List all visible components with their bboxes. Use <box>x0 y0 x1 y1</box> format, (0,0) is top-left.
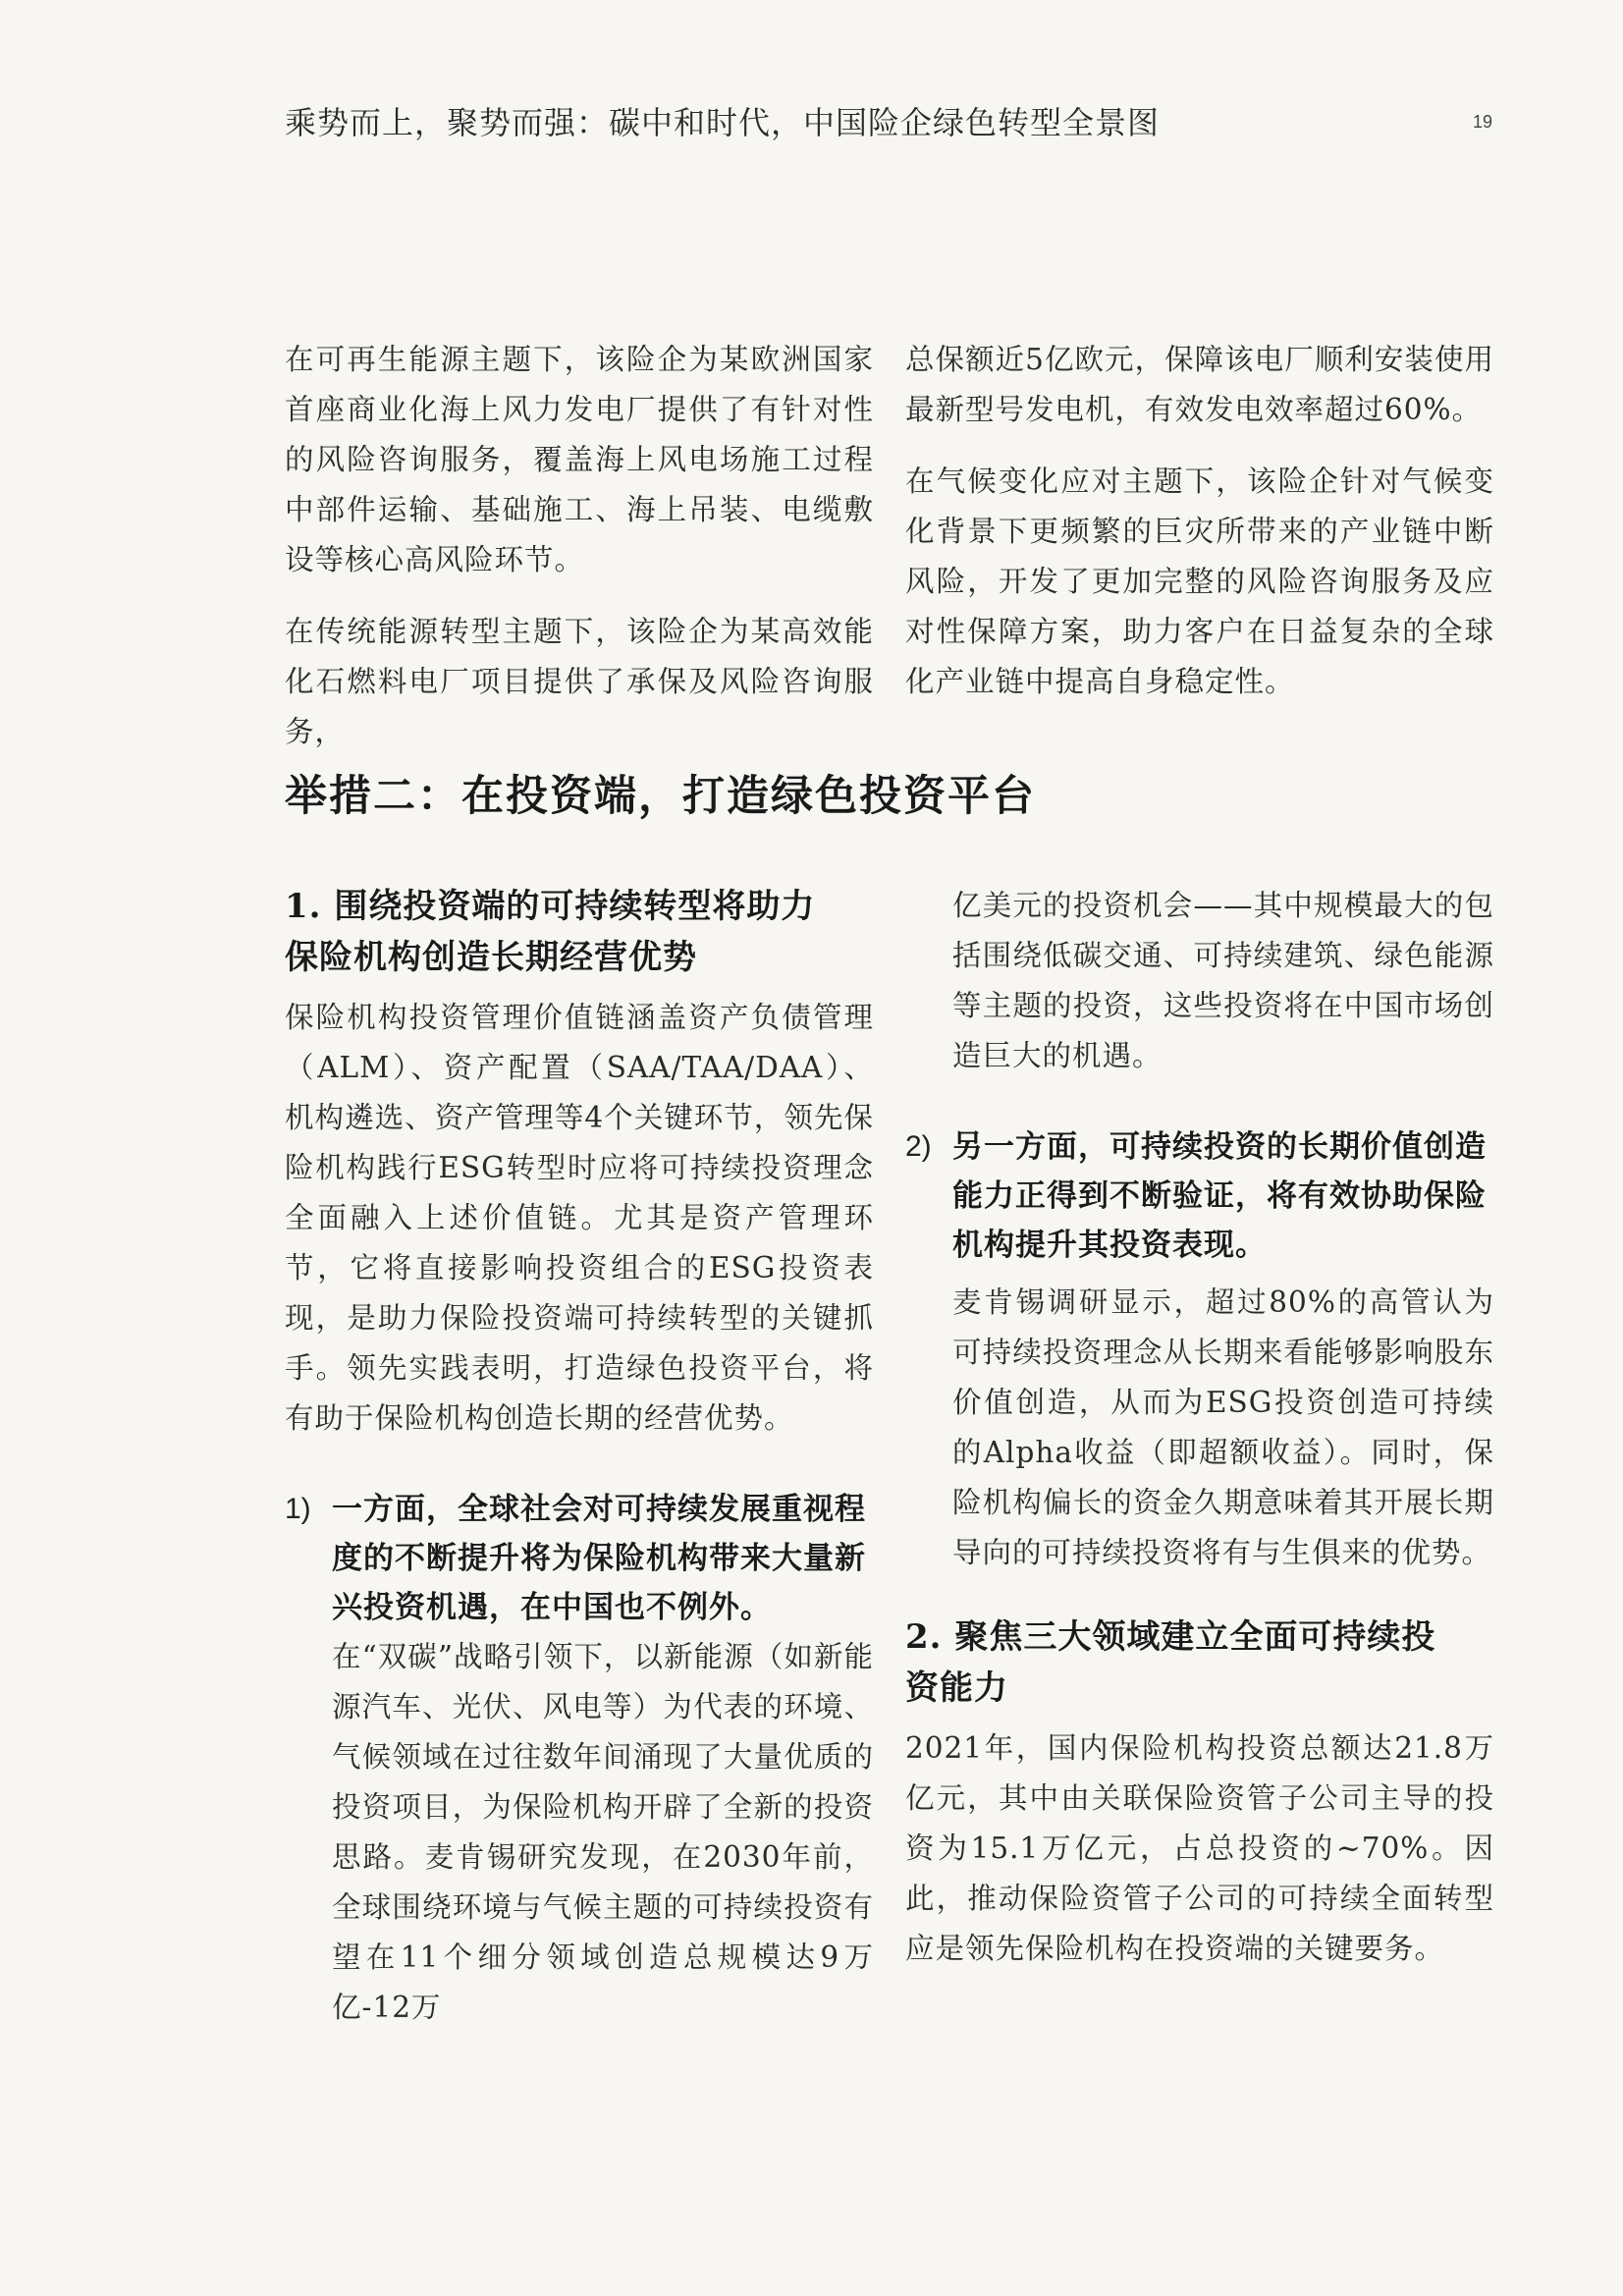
list-item-1-heading: 一方面，全球社会对可持续发展重视程度的不断提升将为保险机构带来大量新兴投资机遇，在中国也不例外。 <box>332 1492 866 1625</box>
list-item-1-number: 1) <box>285 1493 311 1525</box>
list-item-2-heading: 另一方面，可持续投资的长期价值创造能力正得到不断验证，将有效协助保险机构提升其投资表现。 <box>952 1129 1487 1263</box>
subsection-1-title <box>285 881 874 983</box>
subsection-2-title-line2: 资能力 <box>905 1668 1008 1708</box>
subsection-2-title-line1: 2. 聚焦三大领域建立全面可持续投 <box>905 1617 1436 1657</box>
list-item-1-body: 在“双碳”战略引领下，以新能源（如新能源汽车、光伏、风电等）为代表的环境、气候领域在过往数年间涌现了大量优质的投资项目，为保险机构开辟了全新的投资思路。麦肯锡研究发现，在2030年前，全球围绕环境与气候主题的可持续投资有望在11个细分领域创造总规模达9万亿-12万 <box>332 1640 874 2024</box>
list-item-2-number: 2) <box>905 1130 932 1163</box>
paragraph-coverage: 总保额近5亿欧元，保障该电厂顺利安装使用最新型号发电机，有效发电效率超过60%。 <box>905 343 1494 426</box>
top-right-column <box>905 335 1494 707</box>
page-header <box>285 98 1492 157</box>
paragraph-renewable-energy: 在可再生能源主题下，该险企为某欧洲国家首座商业化海上风力发电厂提供了有针对性的风险咨询服务，覆盖海上风电场施工过程中部件运输、基础施工、海上吊装、电缆敷设等核心高风险环节。 <box>285 343 874 576</box>
subsection-2-body: 2021年，国内保险机构投资总额达21.8万亿元，其中由关联保险资管子公司主导的投资为15.1万亿元，占总投资的~70%。因此，推动保险资管子公司的可持续全面转型应是领先保险机构在投资端的关键要务。 <box>905 1731 1494 1965</box>
subsection-1-title-line2: 保险机构创造长期经营优势 <box>285 938 697 977</box>
subsection-2-title <box>905 1612 1494 1714</box>
paragraph-climate-change: 在气候变化应对主题下，该险企针对气候变化背景下更频繁的巨灾所带来的产业链中断风险，开发了更加完整的风险咨询服务及应对性保障方案，助力客户在日益复杂的全球化产业链中提高自身稳定性。 <box>905 465 1494 698</box>
section-right-column <box>905 881 1494 1974</box>
top-left-column <box>285 335 874 757</box>
paragraph-traditional-energy: 在传统能源转型主题下，该险企为某高效能化石燃料电厂项目提供了承保及风险咨询服务， <box>285 615 874 748</box>
subsection-1-title-line1: 1. 围绕投资端的可持续转型将助力 <box>285 887 816 926</box>
subsection-1-body: 保险机构投资管理价值链涵盖资产负债管理（ALM）、资产配置（SAA/TAA/DAA）、机构遴选、资产管理等4个关键环节，领先保险机构践行ESG转型时应将可持续投资理念全面融入上述价值链。尤其是资产管理环节，它将直接影响投资组合的ESG投资表现，是助力保险投资端可持续转型的关键抓手。领先实践表明，打造绿色投资平台，将有助于保险机构创造长期的经营优势。 <box>285 1001 874 1435</box>
page-number: 19 <box>1472 112 1492 132</box>
section-title: 举措二：在投资端，打造绿色投资平台 <box>285 772 1036 821</box>
running-title: 乘势而上，聚势而强：碳中和时代，中国险企绿色转型全景图 <box>285 104 1161 141</box>
list-item-1 <box>285 1485 874 2033</box>
section-left-column <box>285 881 874 2033</box>
list-item-2-body: 麦肯锡调研显示，超过80%的高管认为可持续投资理念从长期来看能够影响股东价值创造，从而为ESG投资创造可持续的Alpha收益（即超额收益）。同时，保险机构偏长的资金久期意味着其开展长期导向的可持续投资将有与生俱来的优势。 <box>952 1285 1494 1569</box>
list-item-1-continued: 亿美元的投资机会——其中规模最大的包括围绕低碳交通、可持续建筑、绿色能源等主题的投资，这些投资将在中国市场创造巨大的机遇。 <box>952 889 1494 1072</box>
list-item-2 <box>905 1122 1494 1578</box>
